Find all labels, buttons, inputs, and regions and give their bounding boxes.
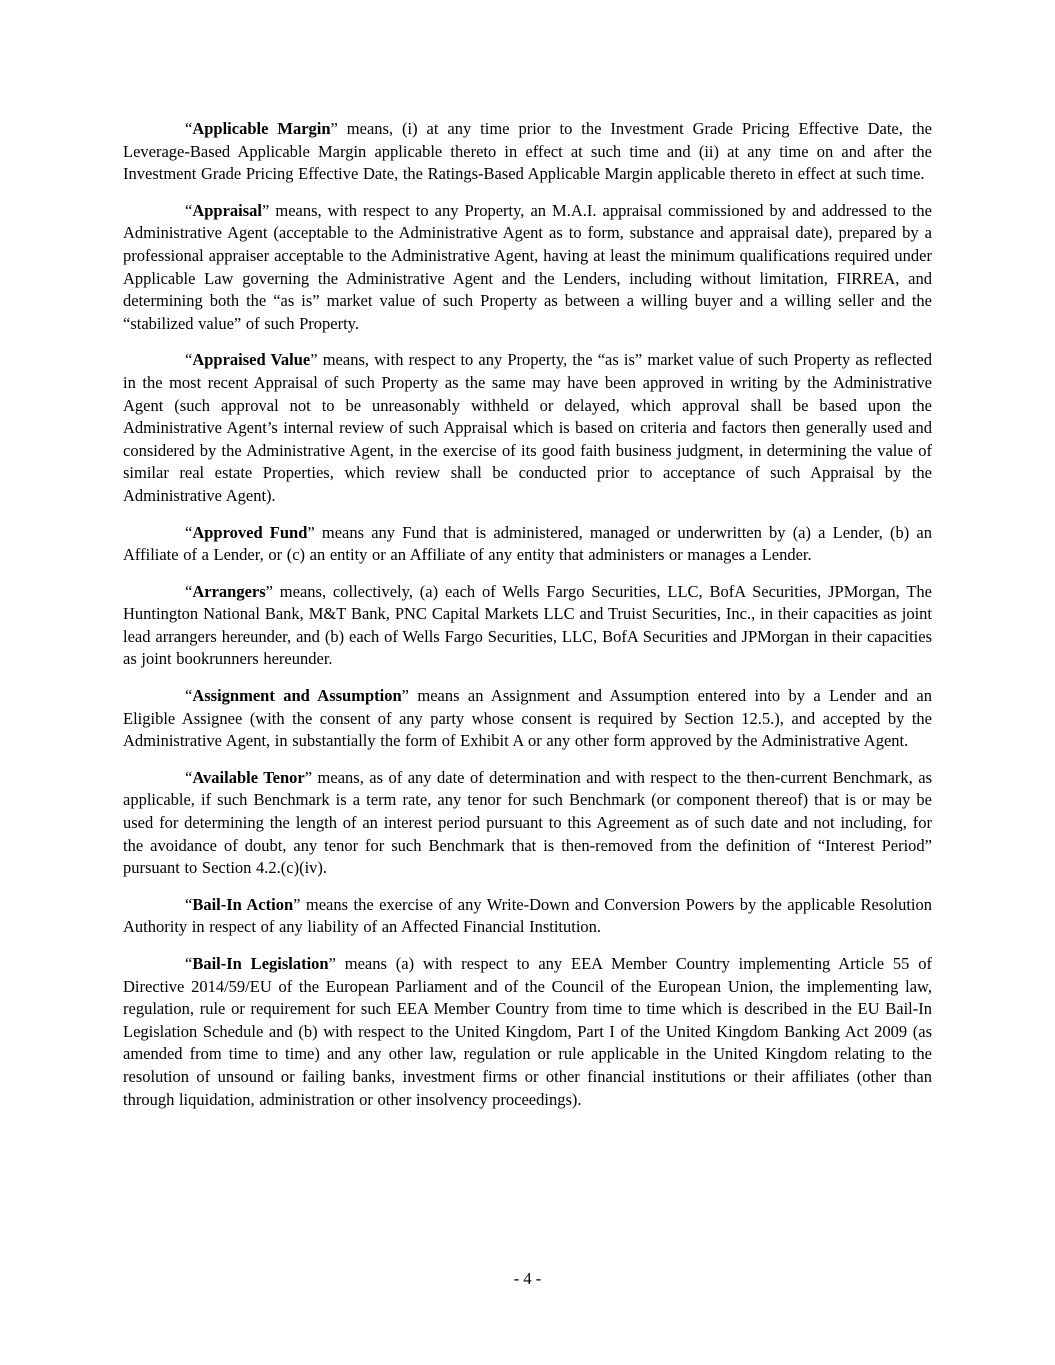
- definition-body: ” means, (i) at any time prior to the Investment Grade Pricing Effective Date, the Leverage-Based Applicable Margin applicable thereto in effect at such time and (ii) at any time on and after the Investment Grade Pricing Effective Date, the Ratings-Based Applicable Margin applicable thereto in effect at such time.: [123, 119, 932, 184]
- open-quote: “: [185, 686, 193, 706]
- defined-term: Assignment and Assumption: [192, 686, 402, 706]
- open-quote: “: [185, 767, 193, 787]
- defined-term: Appraisal: [192, 200, 263, 220]
- definition-body: ” means the exercise of any Write-Down and Conversion Powers by the applicable Resolution Authority in respect of any liability of an Affected Financial Institution.: [123, 894, 932, 937]
- defined-term: Bail-In Action: [192, 894, 294, 914]
- open-quote: “: [185, 119, 193, 138]
- definition-body: ” means, with respect to any Property, the “as is” market value of such Property as reflected in the most recent Appraisal of such Property as the same may have been approved in writing by the Administrative Agent (such approval not to be unreasonably withheld or delayed, which approval shall be based upon the Administrative Agent’s internal review of such Appraisal which is based on criteria and factors then generally used and considered by the Administrative Agent, in the exercise of its good faith business judgment, in determining the value of similar real estate Properties, which review shall be conducted prior to acceptance of such Appraisal by the Administrative Agent).: [123, 350, 932, 505]
- open-quote: “: [185, 522, 193, 542]
- defined-term: Appraised Value: [192, 350, 311, 370]
- open-quote: “: [185, 954, 193, 973]
- definition-paragraph: [123, 349, 932, 507]
- definition-paragraph: [123, 522, 932, 567]
- defined-term: Applicable Margin: [192, 119, 331, 138]
- definition-body: ” means an Assignment and Assumption entered into by a Lender and an Eligible Assignee (with the consent of any party whose consent is required by Section 12.5.), and accepted by the Administrative Agent, in substantially the form of Exhibit A or any other form approved by the Administrative Agent.: [123, 686, 933, 751]
- definition-paragraph: [123, 200, 932, 336]
- definition-body: ” means, with respect to any Property, an M.A.I. appraisal commissioned by and addressed to the Administrative Agent (acceptable to the Administrative Agent as to form, substance and appraisal date), prepared by a professional appraiser acceptable to the Administrative Agent, having at least the minimum qualifications required under Applicable Law governing the Administrative Agent and the Lenders, including without limitation, FIRREA, and determining both the “as is” market value of such Property as between a willing buyer and a willing seller and the “stabilized value” of such Property.: [123, 200, 932, 333]
- open-quote: “: [185, 200, 193, 220]
- definition-paragraph: [123, 685, 932, 753]
- defined-term: Arrangers: [192, 581, 266, 601]
- defined-term: Approved Fund: [192, 522, 308, 542]
- definition-body: ” means, as of any date of determination and with respect to the then-current Benchmark, as applicable, if such Benchmark is a term rate, any tenor for such Benchmark (or component thereof) that is or may be used for determining the length of an interest period pursuant to this Agreement as of such date and not including, for the avoidance of doubt, any tenor for such Benchmark that is then-removed from the definition of “Interest Period” pursuant to Section 4.2.(c)(iv).: [123, 767, 932, 878]
- page-number: - 4 -: [513, 1269, 542, 1288]
- definition-paragraph: [123, 894, 932, 939]
- definition-body: ” means any Fund that is administered, managed or underwritten by (a) a Lender, (b) an Affiliate of a Lender, or (c) an entity or an Affiliate of any entity that administers or manages a Lender.: [123, 522, 932, 565]
- definition-body: ” means, collectively, (a) each of Wells Fargo Securities, LLC, BofA Securities, JPMorgan, The Huntington National Bank, M&T Bank, PNC Capital Markets LLC and Truist Securities, Inc., in their capacities as joint lead arrangers hereunder, and (b) each of Wells Fargo Securities, LLC, BofA Securities and JPMorgan in their capacities as joint bookrunners hereunder.: [123, 581, 932, 669]
- definition-paragraph: [123, 581, 932, 671]
- definition-paragraph: [123, 118, 932, 186]
- open-quote: “: [185, 894, 193, 914]
- defined-term: Available Tenor: [192, 767, 305, 787]
- definition-paragraph: [123, 767, 932, 880]
- open-quote: “: [185, 350, 193, 370]
- definition-body: ” means (a) with respect to any EEA Member Country implementing Article 55 of Directive 2014/59/EU of the European Parliament and of the Council of the European Union, the implementing law, regulation, rule or requirement for such EEA Member Country from time to time which is described in the EU Bail-In Legislation Schedule and (b) with respect to the United Kingdom, Part I of the United Kingdom Banking Act 2009 (as amended from time to time) and any other law, regulation or rule applicable in the United Kingdom relating to the resolution of unsound or failing banks, investment firms or other financial institutions or their affiliates (other than through liquidation, administration or other insolvency proceedings).: [123, 954, 932, 1109]
- open-quote: “: [185, 581, 193, 601]
- paragraphs-container: [123, 118, 932, 1125]
- defined-term: Bail-In Legislation: [192, 954, 329, 973]
- definition-paragraph: [123, 953, 932, 1111]
